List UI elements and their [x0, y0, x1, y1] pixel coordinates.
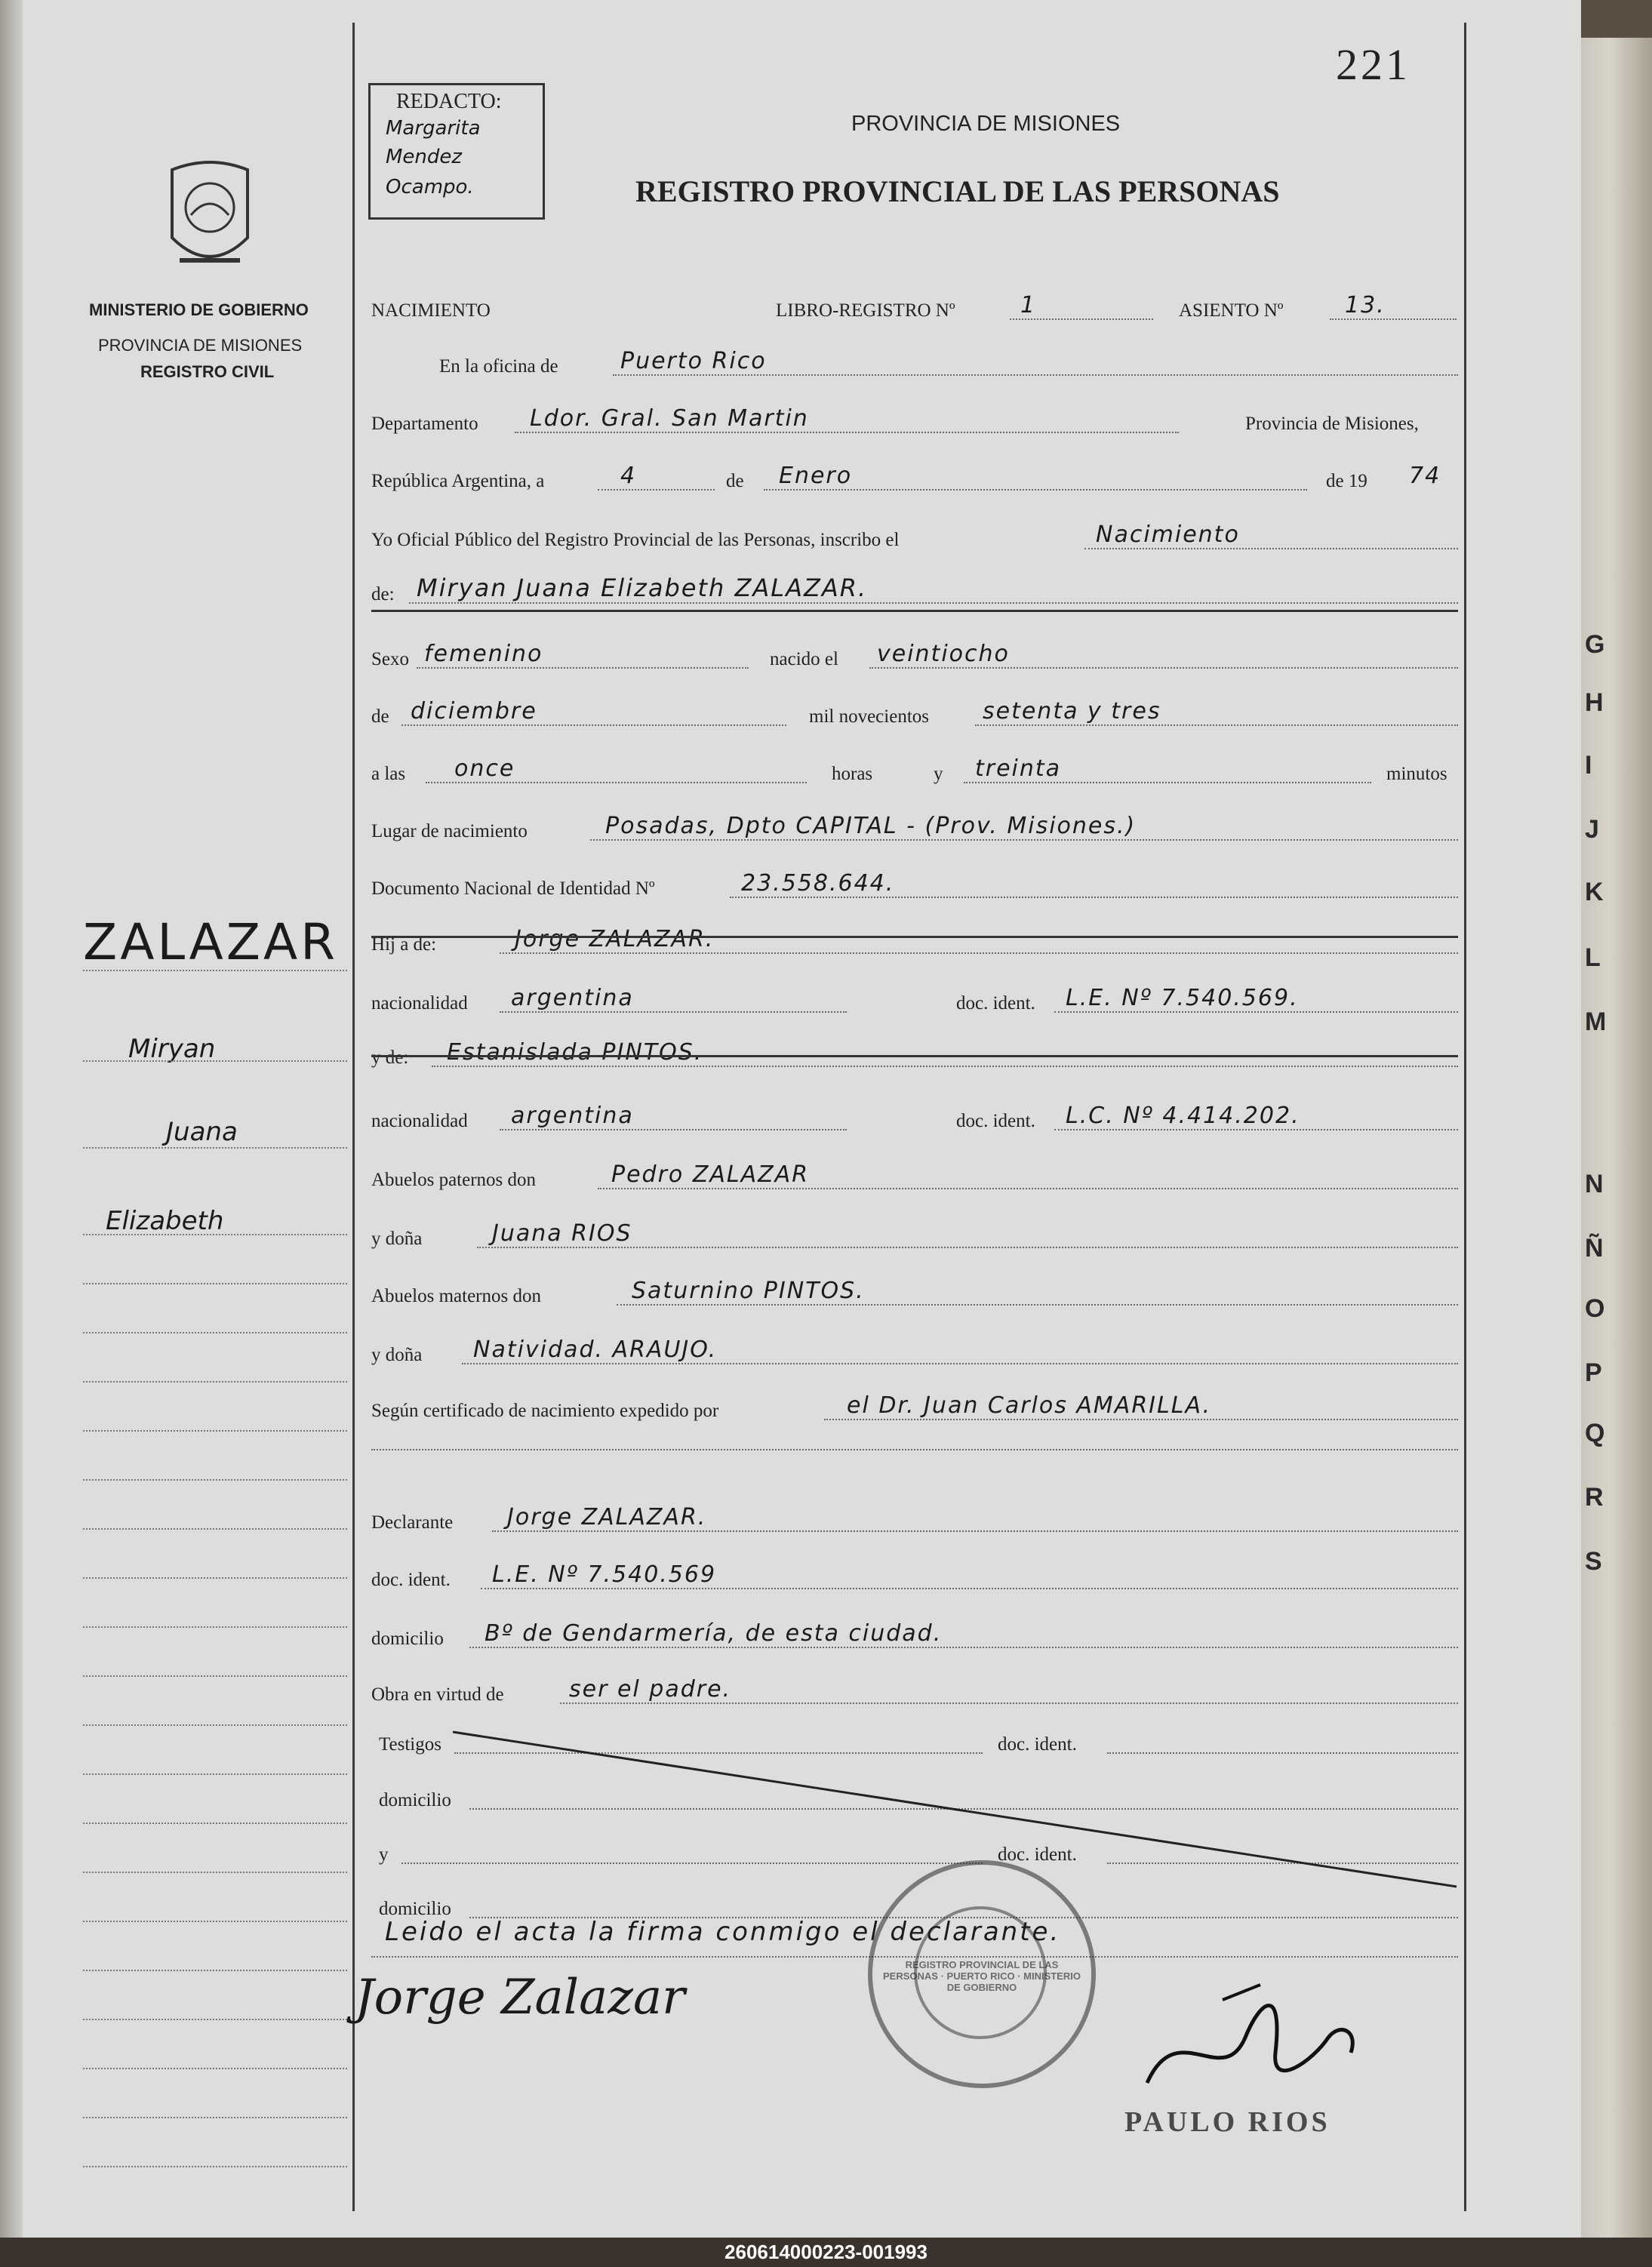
- row-madre-nac: [371, 1091, 1458, 1137]
- dotted-line: [613, 374, 1458, 376]
- margin-line: [83, 2117, 347, 2118]
- domicilio-label: domicilio: [379, 1899, 451, 1919]
- margin-name-1: Miryan: [128, 1034, 216, 1064]
- testigos-label: Testigos: [379, 1734, 441, 1755]
- hora-value: once: [454, 755, 515, 782]
- seal-text: REGISTRO PROVINCIAL DE LAS PERSONAS · PUERTO RICO · MINISTERIO DE GOBIERNO: [883, 1959, 1081, 1993]
- dotted-line: [426, 782, 807, 783]
- index-tab[interactable]: I: [1585, 751, 1592, 780]
- left-column-rule: [352, 23, 355, 2211]
- y-label: y: [379, 1844, 389, 1865]
- padre-doc-value: L.E. Nº 7.540.569.: [1066, 985, 1299, 1011]
- row-domicilio: [371, 1609, 1458, 1654]
- redacto-name-1: Margarita: [386, 117, 481, 140]
- margin-line: [83, 1147, 347, 1149]
- row-departamento: [371, 394, 1458, 439]
- abuela-m-value: Natividad. ARAUJO.: [473, 1337, 718, 1363]
- segun-label: Según certificado de nacimiento expedido por: [371, 1401, 719, 1421]
- margin-line: [83, 1332, 347, 1333]
- header-province: PROVINCIA DE MISIONES: [851, 112, 1121, 136]
- margin-line: [83, 1970, 347, 1971]
- index-tab[interactable]: M: [1585, 1007, 1607, 1036]
- asiento-value: 13.: [1345, 292, 1386, 318]
- de-year-label: de 19: [1326, 471, 1367, 491]
- oficina-value: Puerto Rico: [620, 348, 767, 374]
- official-name: PAULO RIOS: [1124, 2106, 1331, 2138]
- doc-label: doc. ident.: [998, 1734, 1077, 1755]
- domicilio-value: Bº de Gendarmería, de esta ciudad.: [485, 1620, 943, 1647]
- obra-value: ser el padre.: [569, 1676, 732, 1703]
- nacionalidad-label: nacionalidad: [371, 993, 468, 1014]
- dotted-line: [500, 1129, 847, 1130]
- left-provincia: PROVINCIA DE MISIONES: [98, 336, 303, 355]
- dotted-line: [500, 1011, 847, 1013]
- margin-line: [83, 2166, 347, 2167]
- horas-label: horas: [832, 764, 873, 784]
- abuelos-maternos-label: Abuelos maternos don: [371, 1286, 541, 1306]
- leido-statement: Leido el acta la firma conmigo el declarante.: [385, 1917, 1061, 1947]
- margin-line: [83, 1283, 347, 1284]
- dotted-line: [1084, 548, 1458, 549]
- nacido-label: nacido el: [770, 649, 838, 669]
- nacido-mes-value: diciembre: [411, 698, 537, 724]
- doc-label: doc. ident.: [371, 1570, 451, 1590]
- dotted-line: [764, 489, 1307, 491]
- dotted-line: [590, 839, 1458, 841]
- margin-line: [83, 1234, 347, 1235]
- madre-value: Estanislada PINTOS.: [447, 1039, 703, 1066]
- oficina-label: En la oficina de: [439, 356, 558, 377]
- dotted-line: [500, 952, 1458, 954]
- row-certificado: [371, 1381, 1458, 1426]
- de-label-3: de: [371, 706, 389, 727]
- provincia-label: Provincia de Misiones,: [1245, 414, 1419, 434]
- alas-label: a las: [371, 764, 406, 784]
- domicilio-label: domicilio: [371, 1629, 444, 1649]
- dotted-line: [1010, 318, 1153, 320]
- row-sexo: [371, 629, 1458, 675]
- inscribo-value: Nacimiento: [1096, 521, 1240, 548]
- dotted-line: [401, 724, 786, 726]
- ydona-label: y doña: [371, 1229, 423, 1249]
- index-tab[interactable]: Ñ: [1585, 1234, 1604, 1263]
- margin-line: [83, 1430, 347, 1432]
- lugar-value: Posadas, Dpto CAPITAL - (Prov. Misiones.): [605, 813, 1137, 839]
- dotted-line: [417, 667, 749, 669]
- abuelo-p-value: Pedro ZALAZAR: [611, 1161, 810, 1188]
- dotted-line: [492, 1530, 1458, 1532]
- madre-underline: [371, 1055, 1458, 1057]
- page-number: 221: [1336, 40, 1411, 89]
- declarante-label: Declarante: [371, 1512, 454, 1533]
- dotted-line: [975, 724, 1458, 726]
- index-tab[interactable]: S: [1585, 1547, 1602, 1576]
- row-hora: [371, 744, 1458, 789]
- row-nombre: [371, 564, 1458, 610]
- index-tab[interactable]: Q: [1585, 1419, 1605, 1447]
- margin-name-2: Juana: [166, 1117, 238, 1147]
- abuelo-m-value: Saturnino PINTOS.: [632, 1278, 865, 1304]
- dotted-line: [481, 1588, 1458, 1589]
- right-margin-rule: [1464, 23, 1466, 2211]
- dotted-line: [560, 1703, 1458, 1704]
- dia-value: 4: [620, 463, 637, 489]
- left-registro: REGISTRO CIVIL: [140, 362, 275, 381]
- margin-line: [83, 1060, 347, 1062]
- row-madre: [371, 1028, 1458, 1073]
- dotted-line: [598, 489, 715, 491]
- index-tab[interactable]: O: [1585, 1294, 1605, 1323]
- certificado-value: el Dr. Juan Carlos AMARILLA.: [847, 1392, 1212, 1419]
- index-tab[interactable]: P: [1585, 1358, 1602, 1387]
- row-libro: [371, 281, 1458, 326]
- hijo-label: Hij a de:: [371, 934, 437, 955]
- dotted-line: [1054, 1011, 1458, 1013]
- declarante-signature: Jorge Zalazar: [355, 1970, 685, 2026]
- abuelos-paternos-label: Abuelos paternos don: [371, 1170, 537, 1190]
- dni-label: Documento Nacional de Identidad Nº: [371, 878, 655, 899]
- margin-line: [83, 2019, 347, 2020]
- margin-line: [83, 970, 347, 971]
- nacimiento-label: NACIMIENTO: [371, 300, 491, 321]
- margin-line: [83, 1921, 347, 1922]
- minutos-value: treinta: [975, 755, 1062, 782]
- book-binding: [0, 0, 23, 2238]
- dotted-line: [598, 1188, 1458, 1189]
- dni-value: 23.558.644.: [741, 870, 895, 897]
- page-edge: [1581, 38, 1652, 2238]
- doc-label: doc. ident.: [956, 1111, 1035, 1131]
- nacionalidad-label: nacionalidad: [371, 1111, 468, 1131]
- row-fecha: [371, 451, 1458, 497]
- dotted-line: [869, 667, 1458, 669]
- lugar-label: Lugar de nacimiento: [371, 821, 528, 841]
- row-abuelo-m: [371, 1266, 1458, 1312]
- dotted-line: [409, 602, 1458, 604]
- official-signature-icon: [1132, 1970, 1381, 2113]
- padre-underline: [371, 936, 1458, 938]
- republica-label: República Argentina, a: [371, 471, 545, 491]
- name-underline: [371, 610, 1458, 612]
- dotted-line: [432, 1066, 1458, 1067]
- redacto-name-2: Mendez: [386, 146, 463, 168]
- dotted-line: [1054, 1129, 1458, 1130]
- dotted-line: [1330, 318, 1457, 320]
- index-tab[interactable]: J: [1585, 815, 1599, 844]
- abuela-p-value: Juana RIOS: [492, 1220, 632, 1247]
- minutos-label: minutos: [1386, 764, 1447, 784]
- nombre-value: Miryan Juana Elizabeth ZALAZAR.: [417, 574, 868, 602]
- departamento-label: Departamento: [371, 414, 478, 434]
- declarante-doc-value: L.E. Nº 7.540.569: [492, 1561, 717, 1588]
- row-oficial: [371, 510, 1458, 555]
- index-tab[interactable]: L: [1585, 943, 1601, 972]
- sexo-value: femenino: [424, 641, 543, 667]
- index-tab[interactable]: R: [1585, 1483, 1604, 1512]
- dotted-line: [515, 432, 1179, 433]
- row-lugar: [371, 801, 1458, 847]
- nacido-anio-value: setenta y tres: [983, 698, 1161, 724]
- mes-value: Enero: [779, 463, 853, 489]
- index-tab[interactable]: G: [1585, 630, 1605, 659]
- row-abuela-p: [371, 1209, 1458, 1254]
- de-label: de: [726, 471, 744, 491]
- dotted-line: [964, 782, 1371, 783]
- row-oficina: [371, 337, 1458, 382]
- row-padre-nac: [371, 974, 1458, 1019]
- oficial-label: Yo Oficial Público del Registro Provincial de las Personas, inscribo el: [371, 530, 900, 550]
- registry-seal: [868, 1860, 1096, 2088]
- redacto-name-3: Ocampo.: [386, 176, 474, 198]
- provincia-crest-icon: [157, 155, 263, 283]
- margin-line: [83, 1724, 347, 1726]
- mil-label: mil novecientos: [809, 706, 929, 727]
- row-obra: [371, 1665, 1458, 1710]
- margin-line: [83, 1528, 347, 1530]
- margin-line: [83, 1872, 347, 1873]
- row-declarante: [371, 1493, 1458, 1538]
- obra-label: Obra en virtud de: [371, 1684, 504, 1705]
- index-tab[interactable]: K: [1585, 878, 1604, 906]
- libro-label: LIBRO-REGISTRO Nº: [776, 300, 955, 321]
- y-label: y: [934, 764, 943, 784]
- libro-value: 1: [1020, 292, 1037, 318]
- index-tab[interactable]: H: [1585, 688, 1604, 717]
- anio-value: 74: [1409, 463, 1441, 489]
- dotted-line: [617, 1304, 1458, 1306]
- scan-id-footer: 260614000223-001993: [0, 2238, 1652, 2267]
- index-tab[interactable]: N: [1585, 1170, 1604, 1198]
- margin-line: [83, 1675, 347, 1677]
- margin-line: [83, 1773, 347, 1775]
- redacto-label: REDACTO:: [396, 90, 502, 113]
- doc-label: doc. ident.: [956, 993, 1035, 1014]
- asiento-label: ASIENTO Nº: [1179, 300, 1284, 321]
- redacto-box: [368, 83, 545, 220]
- de-label-2: de:: [371, 584, 395, 604]
- dotted-line: [824, 1419, 1458, 1420]
- ydona-label: y doña: [371, 1345, 423, 1365]
- declarante-value: Jorge ZALAZAR.: [507, 1504, 707, 1530]
- sexo-label: Sexo: [371, 649, 409, 669]
- departamento-value: Ldor. Gral. San Martin: [530, 405, 809, 432]
- margin-line: [83, 1823, 347, 1824]
- domicilio-label: domicilio: [379, 1790, 451, 1810]
- row-nacido-fecha: [371, 687, 1458, 732]
- margin-line: [83, 1381, 347, 1383]
- dotted-line: [730, 897, 1458, 898]
- blank-line: [371, 1449, 1458, 1450]
- margin-name-3: Elizabeth: [106, 1206, 224, 1236]
- header-registry: REGISTRO PROVINCIAL DE LAS PERSONAS: [635, 174, 1280, 208]
- doc-label: doc. ident.: [998, 1844, 1077, 1865]
- margin-surname: ZALAZAR: [83, 913, 339, 971]
- madre-nac-value: argentina: [511, 1103, 634, 1129]
- padre-value: Jorge ZALAZAR.: [515, 926, 715, 952]
- dotted-line: [462, 1363, 1458, 1364]
- row-declarante-doc: [371, 1550, 1458, 1595]
- yde-label: y de:: [371, 1047, 409, 1068]
- dotted-line: [477, 1247, 1458, 1248]
- row-abuelo-p: [371, 1150, 1458, 1195]
- row-dni: [371, 859, 1458, 904]
- madre-doc-value: L.C. Nº 4.414.202.: [1066, 1103, 1300, 1129]
- margin-line: [83, 1577, 347, 1579]
- padre-nac-value: argentina: [511, 985, 634, 1011]
- left-ministerio: MINISTERIO DE GOBIERNO: [89, 300, 309, 319]
- margin-line: [83, 2068, 347, 2069]
- nacido-dia-value: veintiocho: [877, 641, 1010, 667]
- margin-line: [83, 1626, 347, 1628]
- row-abuela-m: [371, 1325, 1458, 1370]
- margin-line: [83, 1479, 347, 1481]
- dotted-line: [469, 1647, 1458, 1648]
